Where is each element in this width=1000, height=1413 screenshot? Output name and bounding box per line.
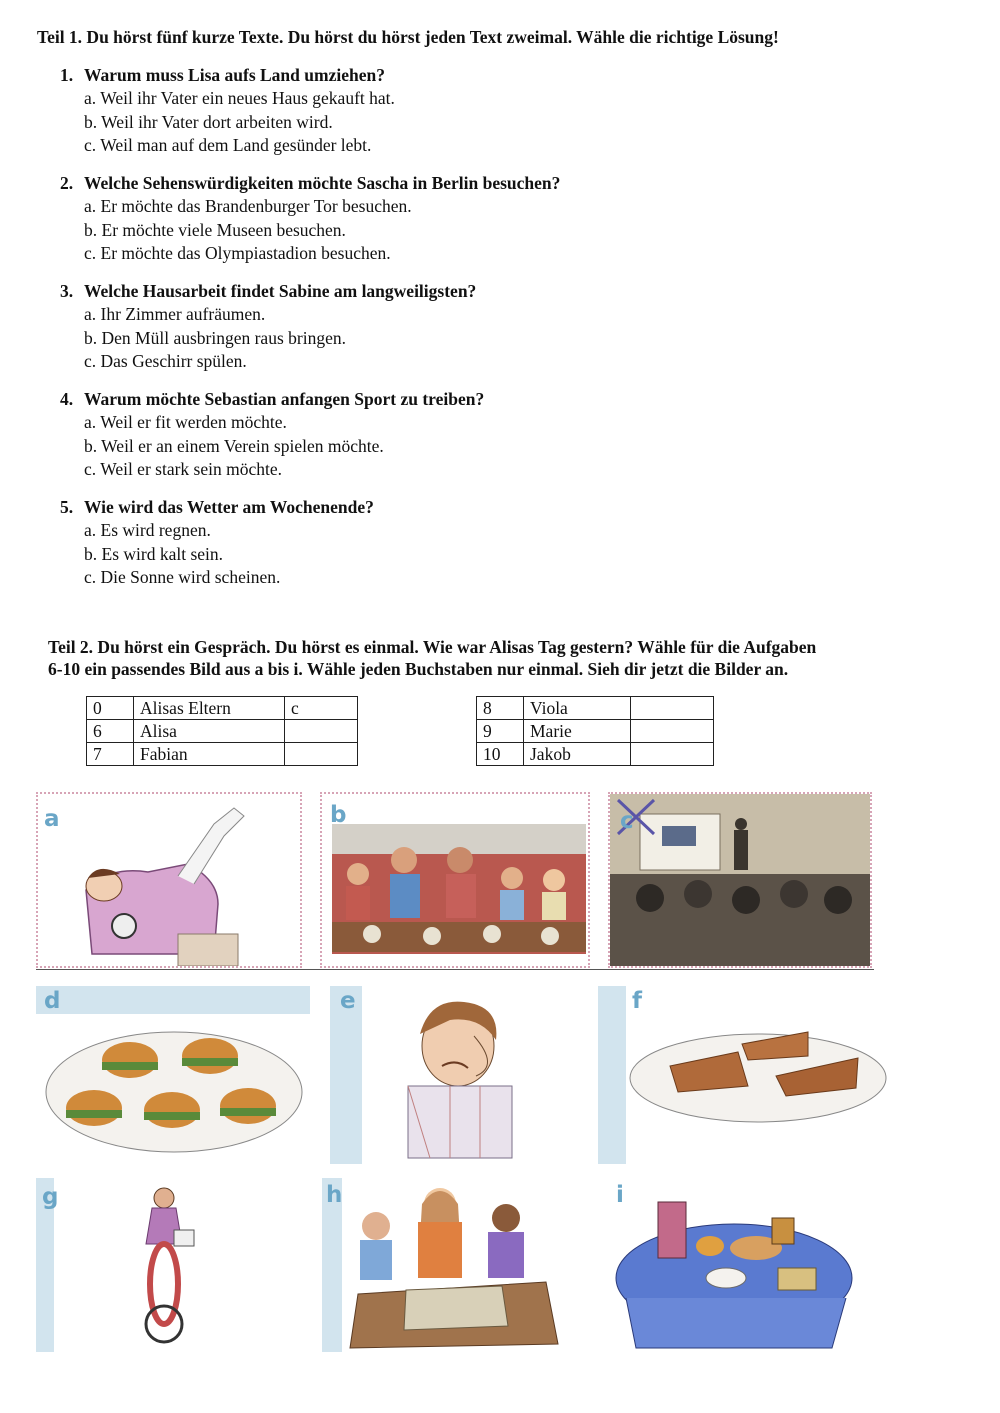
question-text: Welche Hausarbeit findet Sabine am langweiligsten?: [84, 281, 477, 301]
table-row: [477, 697, 714, 720]
answer-cell[interactable]: [285, 743, 358, 766]
picture-letter: c: [620, 808, 634, 834]
question-4: [60, 388, 484, 481]
question-number: 2.: [60, 173, 74, 193]
row-name: Jakob: [524, 743, 631, 766]
row-number: 8: [477, 697, 524, 720]
row-name: Alisa: [134, 720, 285, 743]
option-a[interactable]: a. Weil er fit werden möchte.: [84, 412, 287, 433]
row-name: Marie: [524, 720, 631, 743]
question-1: [60, 64, 395, 157]
option-b[interactable]: b. Weil ihr Vater dort arbeiten wird.: [84, 111, 333, 132]
cake-slices-icon: [598, 986, 896, 1164]
teil2-heading: [48, 636, 998, 680]
table-row: [87, 720, 358, 743]
picture-letter: i: [616, 1182, 624, 1208]
cinema-icon: [610, 794, 872, 968]
girl-on-bike-icon: [36, 1178, 292, 1352]
picture-letter: f: [632, 988, 643, 1014]
picture-card-a[interactable]: [36, 792, 302, 968]
picture-letter: g: [42, 1184, 59, 1210]
question-number: 3.: [60, 281, 74, 301]
row-name: Viola: [524, 697, 631, 720]
picture-letter: h: [326, 1182, 343, 1208]
table-row: [477, 720, 714, 743]
picture-card-b[interactable]: [320, 792, 590, 968]
picture-card-i[interactable]: [606, 1178, 866, 1352]
question-2: [60, 172, 560, 265]
answer-table-right: [476, 696, 714, 766]
divider: [36, 969, 874, 970]
picture-letter: d: [44, 988, 61, 1014]
table-row: [87, 697, 358, 720]
burgers-icon: [36, 986, 310, 1164]
row-name: Alisas Eltern: [134, 697, 285, 720]
answer-cell[interactable]: c: [285, 697, 358, 720]
sleeping-girl-icon: [38, 794, 302, 968]
row-number: 6: [87, 720, 134, 743]
question-number: 4.: [60, 389, 74, 409]
answer-cell[interactable]: [631, 697, 714, 720]
option-a[interactable]: a. Er möchte das Brandenburger Tor besuchen.: [84, 196, 412, 217]
answer-table-left: [86, 696, 358, 766]
option-b[interactable]: b. Den Müll ausbringen raus bringen.: [84, 327, 346, 348]
board-game-icon: [322, 1178, 588, 1352]
question-5: [60, 496, 374, 589]
question-number: 5.: [60, 497, 74, 517]
picture-card-g[interactable]: [36, 1178, 292, 1352]
option-a[interactable]: a. Es wird regnen.: [84, 520, 211, 541]
option-c[interactable]: c. Die Sonne wird scheinen.: [84, 566, 281, 587]
answer-cell[interactable]: [631, 720, 714, 743]
option-a[interactable]: a. Weil ihr Vater ein neues Haus gekauft hat.: [84, 88, 395, 109]
picture-card-d[interactable]: [36, 986, 310, 1164]
question-text: Welche Sehenswürdigkeiten möchte Sascha in Berlin besuchen?: [84, 173, 561, 193]
row-number: 10: [477, 743, 524, 766]
family-meal-icon: [322, 794, 590, 968]
picture-card-c[interactable]: [608, 792, 872, 968]
row-number: 9: [477, 720, 524, 743]
crying-boy-icon: [330, 986, 596, 1164]
picture-card-f[interactable]: [598, 986, 896, 1164]
row-number: 0: [87, 697, 134, 720]
breakfast-table-icon: [606, 1178, 866, 1352]
option-c[interactable]: c. Weil man auf dem Land gesünder lebt.: [84, 134, 372, 155]
picture-letter: b: [330, 802, 347, 828]
answer-cell[interactable]: [631, 743, 714, 766]
answer-cell[interactable]: [285, 720, 358, 743]
question-3: [60, 280, 476, 373]
picture-card-h[interactable]: [322, 1178, 588, 1352]
teil2-heading-line2: 6-10 ein passendes Bild aus a bis i. Wähle jeden Buchstaben nur einmal. Sieh dir jetzt die Bilder an.: [48, 659, 789, 679]
question-text: Warum muss Lisa aufs Land umziehen?: [84, 65, 385, 85]
row-name: Fabian: [134, 743, 285, 766]
picture-letter: e: [340, 988, 356, 1014]
option-a[interactable]: a. Ihr Zimmer aufräumen.: [84, 304, 266, 325]
option-c[interactable]: c. Das Geschirr spülen.: [84, 350, 247, 371]
option-c[interactable]: c. Weil er stark sein möchte.: [84, 458, 282, 479]
option-b[interactable]: b. Er möchte viele Museen besuchen.: [84, 219, 346, 240]
table-row: [87, 743, 358, 766]
option-b[interactable]: b. Weil er an einem Verein spielen möchte.: [84, 435, 384, 456]
question-text: Wie wird das Wetter am Wochenende?: [84, 497, 374, 517]
teil1-heading: Teil 1. Du hörst fünf kurze Texte. Du hörst du hörst jeden Text zweimal. Wähle die richtige Lösung!: [37, 27, 779, 47]
row-number: 7: [87, 743, 134, 766]
question-text: Warum möchte Sebastian anfangen Sport zu treiben?: [84, 389, 485, 409]
teil2-heading-line1: Teil 2. Du hörst ein Gespräch. Du hörst es einmal. Wie war Alisas Tag gestern? Wähle für die Aufgaben: [48, 637, 817, 657]
picture-letter: a: [44, 806, 60, 832]
option-b[interactable]: b. Es wird kalt sein.: [84, 543, 224, 564]
question-number: 1.: [60, 65, 74, 85]
picture-card-e[interactable]: [330, 986, 596, 1164]
table-row: [477, 743, 714, 766]
option-c[interactable]: c. Er möchte das Olympiastadion besuchen.: [84, 242, 391, 263]
